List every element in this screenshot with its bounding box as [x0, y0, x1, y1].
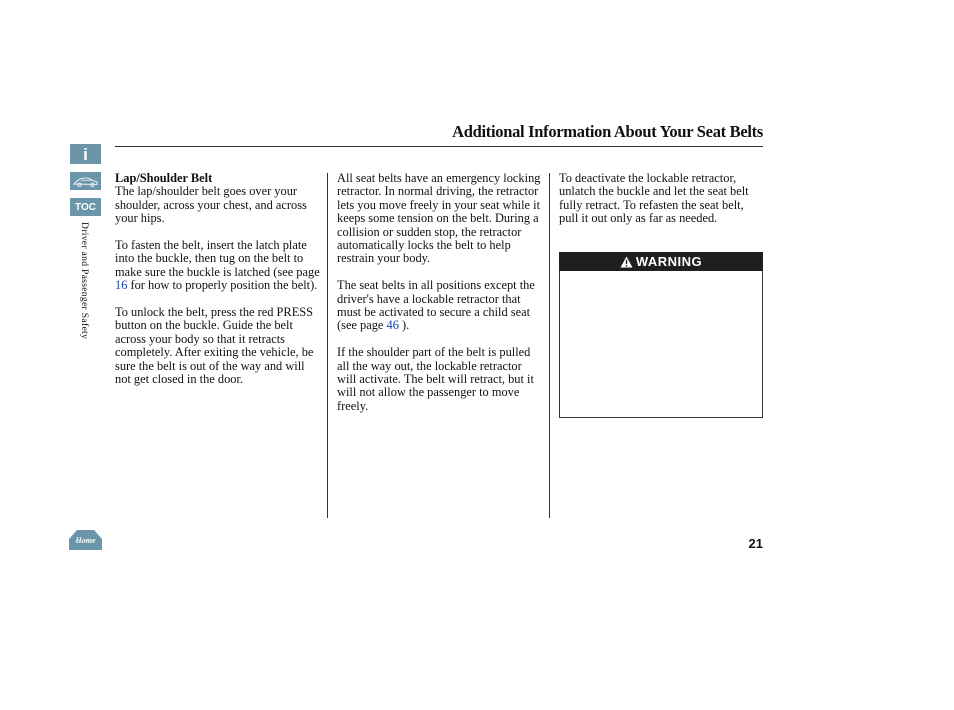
- toc-label: TOC: [75, 201, 96, 213]
- column-1: [115, 172, 320, 400]
- header-rule: [115, 146, 763, 147]
- paragraph: The seat belts in all positions except the driver's have a lockable retractor that must be activated to secure a child seat (see page 46 ).: [337, 278, 535, 333]
- vehicle-button[interactable]: [70, 172, 101, 190]
- paragraph: To unlock the belt, press the red PRESS button on the buckle. Guide the belt across your body so that it retracts completely. After exiting the vehicle, be sure the belt is out of the way and will not get closed in the door.: [115, 305, 314, 387]
- page-link[interactable]: 16: [115, 278, 128, 293]
- warning-label: WARNING: [635, 254, 703, 269]
- page-link[interactable]: 46: [386, 318, 399, 333]
- paragraph: All seat belts have an emergency locking retractor. In normal driving, the retractor lets you move freely in your seat while it keeps some tension on the belt. During a collision or sudden stop, the retractor automatically locks the belt to help restrain your body.: [337, 171, 541, 266]
- car-icon: [70, 172, 101, 190]
- home-label: Home: [75, 536, 96, 545]
- paragraph: To deactivate the lockable retractor, unlatch the buckle and let the seat belt fully retract. To refasten the seat belt, pull it out only as far as needed.: [559, 171, 749, 226]
- paragraph: To fasten the belt, insert the latch plate into the buckle, then tug on the belt to make sure the buckle is latched (see page 16 for how to properly position the belt).: [115, 238, 320, 293]
- column-divider: [549, 173, 550, 518]
- page-number: 21: [748, 536, 763, 551]
- paragraph: If the shoulder part of the belt is pulled all the way out, the lockable retractor will activate. The belt will retract, but it will not allow the passenger to move freely.: [337, 345, 534, 413]
- paragraph: The lap/shoulder belt goes over your shoulder, across your chest, and across your hips.: [115, 184, 307, 226]
- column-3: [559, 172, 764, 239]
- toc-button[interactable]: [70, 198, 101, 216]
- section-label: Driver and Passenger Safety: [79, 222, 90, 340]
- warning-icon: [620, 256, 633, 268]
- column-divider: [327, 173, 328, 518]
- warning-box: [559, 271, 763, 418]
- home-button[interactable]: [69, 530, 102, 550]
- column-2: [337, 172, 544, 427]
- section-heading: Lap/Shoulder Belt: [115, 171, 213, 185]
- warning-header: [559, 252, 763, 271]
- page-title: Additional Information About Your Seat Belts: [452, 122, 763, 141]
- info-button[interactable]: [70, 144, 101, 164]
- info-icon: i: [83, 144, 88, 164]
